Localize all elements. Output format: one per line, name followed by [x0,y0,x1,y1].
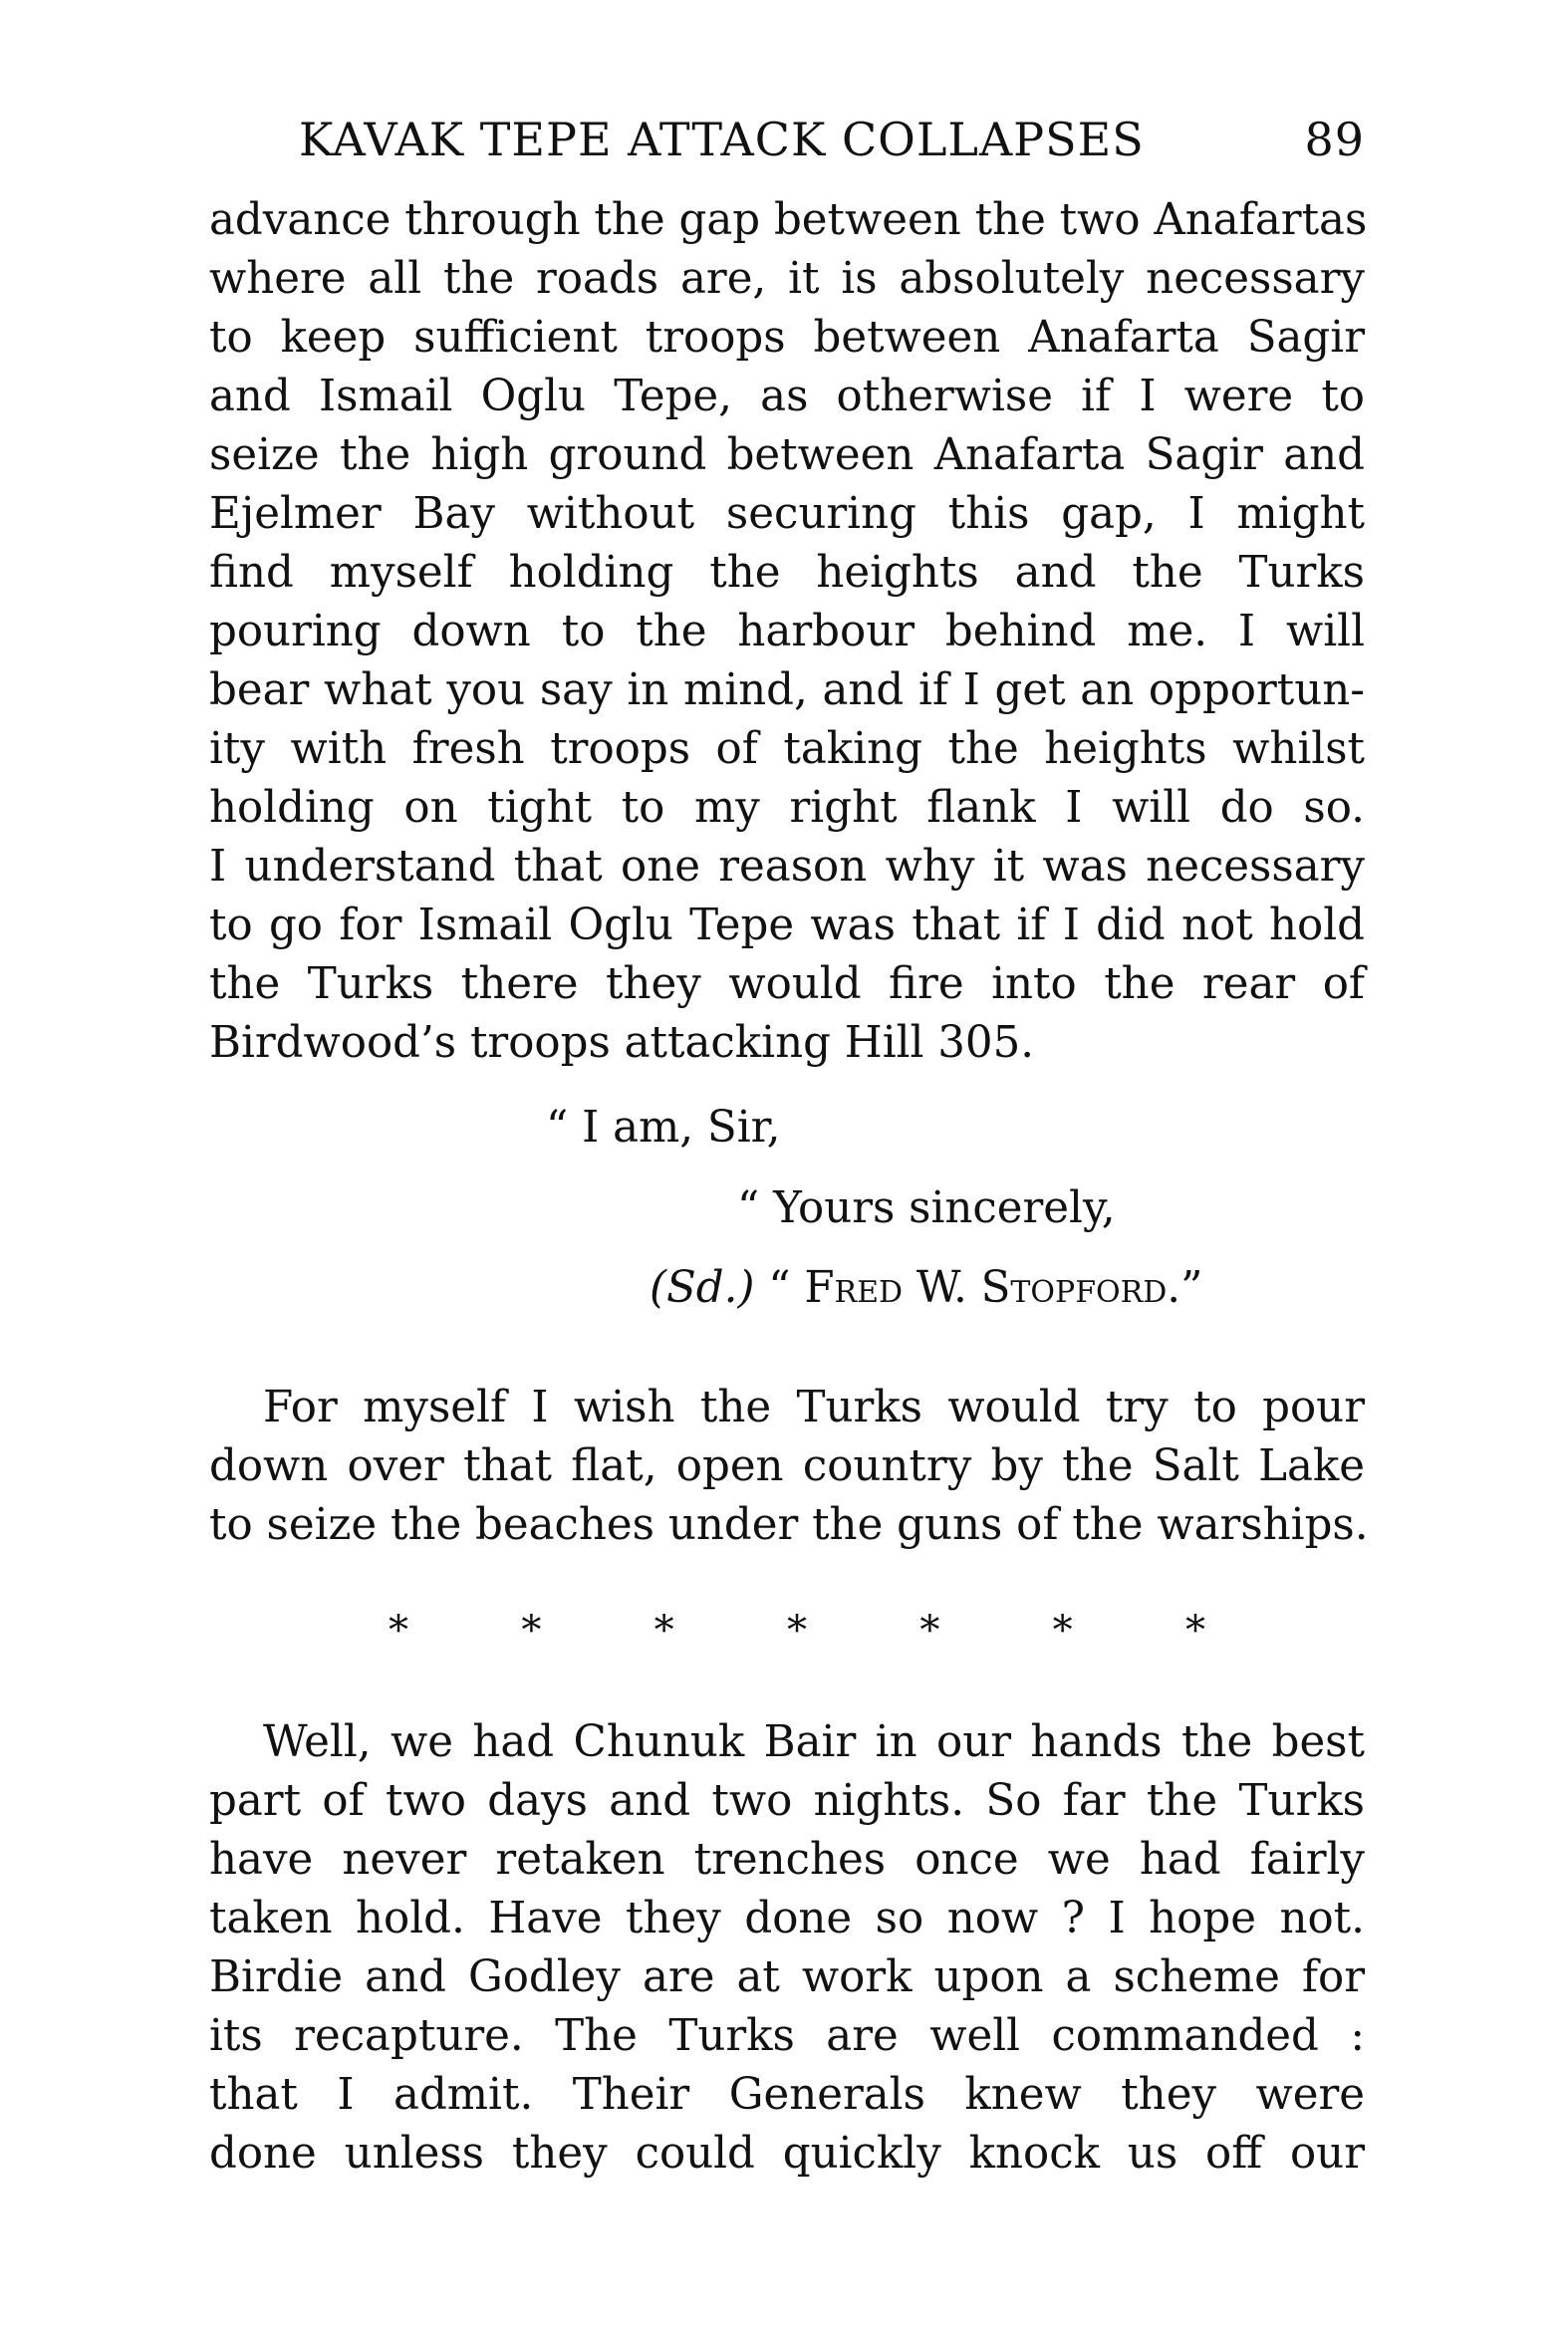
text-line: ity with fresh troops of taking the heights whilst [209,724,1365,774]
text-line: part of two days and two nights. So far the Turks [209,1776,1365,1826]
text-line: where all the roads are, it is absolutely necessary [209,254,1365,304]
text-line: holding on tight to my right flank I will do so. [209,783,1365,833]
text-line: its recapture. The Turks are well commanded : [209,2011,1365,2061]
text-line: pouring down to the harbour behind me. I will [209,607,1365,656]
text-line: to go for Ismail Oglu Tepe was that if I did not hold [209,901,1365,950]
text-line: I understand that one reason why it was necessary [209,842,1365,892]
signature-line [650,1259,1202,1318]
page-number: 89 [1304,113,1365,166]
running-header [299,108,1365,171]
asterisk: * [521,1608,542,1654]
text-line: down over that flat, open country by the Salt Lake [209,1441,1365,1491]
text-line: advance through the gap between the two Anafartas [209,195,1368,245]
text-line: that I admit. Their Generals knew they were [209,2070,1365,2120]
text-line: have never retaken trenches once we had fairly [209,1835,1365,1885]
section-break [389,1606,1205,1656]
text-line: For myself I wish the Turks would try to pour [263,1383,1365,1432]
text-line: done unless they could quickly knock us off our [209,2129,1365,2179]
asterisk: * [1052,1608,1073,1654]
text-line: Birdie and Godley are at work upon a scheme for [209,1952,1365,2002]
text-line: to seize the beaches under the guns of the warships. [209,1500,1369,1550]
paragraph-chunuk-bair [209,1713,1365,2184]
asterisk: * [786,1608,807,1654]
text-line: and Ismail Oglu Tepe, as otherwise if I were to [209,372,1365,421]
text-line: find myself holding the heights and the Turks [209,548,1365,598]
text-line: to keep sufficient troops between Anafarta Sagir [209,313,1365,363]
paragraph-letter-body [209,191,1368,1073]
text-line: Well, we had Chunuk Bair in our hands the best [263,1717,1365,1767]
asterisk: * [1184,1608,1205,1654]
sd-label: (Sd.) [650,1263,755,1313]
asterisk: * [919,1608,940,1654]
signature-salutation: “ I am, Sir, [546,1103,781,1153]
text-line: Birdwood’s troops attacking Hill 305. [209,1018,1035,1068]
signatory-name: “ Fred W. Stopford.” [768,1263,1203,1313]
text-line: seize the high ground between Anafarta Sagir and [209,430,1365,480]
signature-closing: “ Yours sincerely, [737,1183,1116,1233]
chapter-title: KAVAK TEPE ATTACK COLLAPSES [299,113,1145,166]
text-line: taken hold. Have they done so now ? I hope not. [209,1894,1365,1943]
asterisk: * [389,1608,408,1654]
text-line: Ejelmer Bay without securing this gap, I might [209,489,1365,539]
text-line: the Turks there they would fire into the rear of [209,959,1365,1009]
paragraph-commentary [209,1379,1369,1555]
asterisk: * [653,1608,674,1654]
text-line: bear what you say in mind, and if I get an opportun- [209,665,1365,715]
